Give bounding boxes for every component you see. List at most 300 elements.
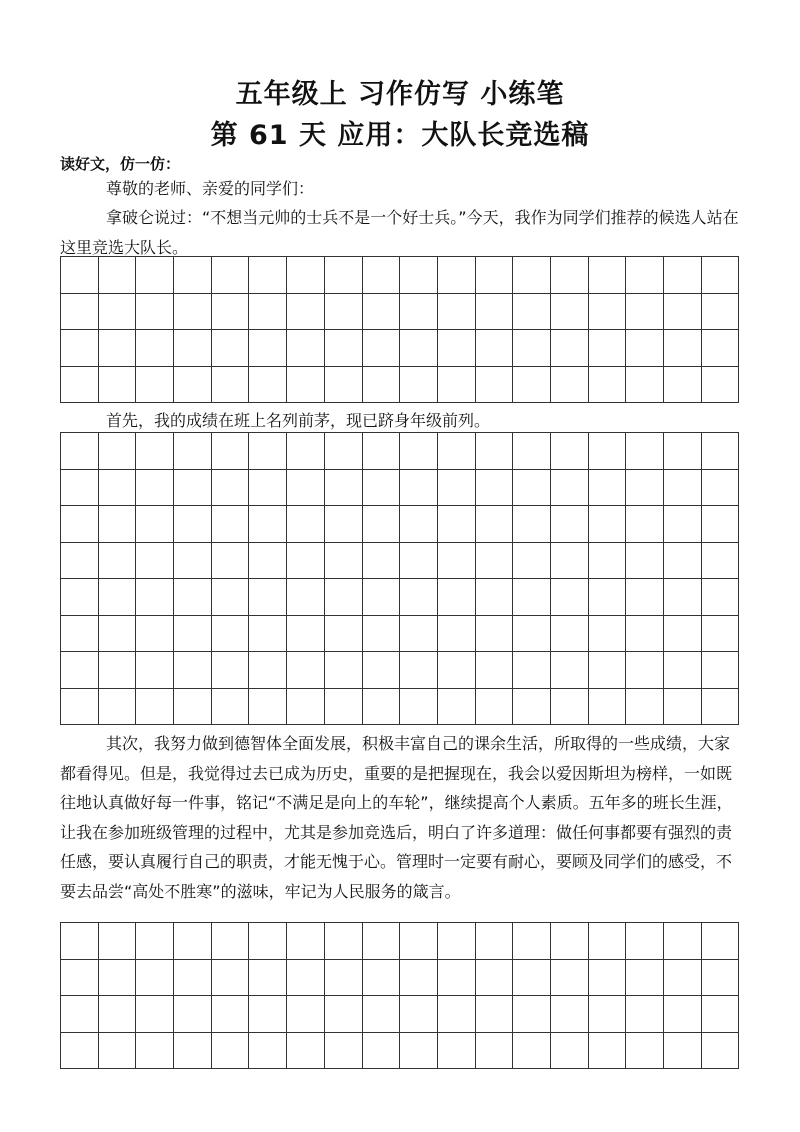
grid-cell[interactable] xyxy=(437,996,475,1033)
grid-cell[interactable] xyxy=(437,330,475,367)
grid-cell[interactable] xyxy=(400,959,438,996)
grid-cell[interactable] xyxy=(211,959,249,996)
grid-cell[interactable] xyxy=(626,366,664,403)
grid-cell[interactable] xyxy=(400,506,438,543)
grid-cell[interactable] xyxy=(475,959,513,996)
grid-cell[interactable] xyxy=(626,330,664,367)
grid-cell[interactable] xyxy=(400,923,438,960)
grid-cell[interactable] xyxy=(362,433,400,470)
grid-cell[interactable] xyxy=(550,257,588,294)
grid-cell[interactable] xyxy=(174,959,212,996)
grid-cell[interactable] xyxy=(513,366,551,403)
grid-cell[interactable] xyxy=(249,688,287,725)
grid-cell[interactable] xyxy=(513,542,551,579)
grid-cell[interactable] xyxy=(588,433,626,470)
grid-cell[interactable] xyxy=(61,469,99,506)
grid-cell[interactable] xyxy=(211,257,249,294)
grid-row xyxy=(61,959,739,996)
grid-cell[interactable] xyxy=(701,542,739,579)
grid-cell[interactable] xyxy=(287,366,325,403)
grid-cell[interactable] xyxy=(701,469,739,506)
grid-cell[interactable] xyxy=(61,433,99,470)
grid-cell[interactable] xyxy=(362,542,400,579)
grid-cell[interactable] xyxy=(664,652,702,689)
grid-cell[interactable] xyxy=(211,330,249,367)
grid-cell[interactable] xyxy=(513,469,551,506)
grid-cell[interactable] xyxy=(513,688,551,725)
grid-cell[interactable] xyxy=(211,433,249,470)
grid-cell[interactable] xyxy=(324,996,362,1033)
grid-cell[interactable] xyxy=(437,579,475,616)
grid-row xyxy=(61,330,739,367)
grid-cell[interactable] xyxy=(475,469,513,506)
grid-cell[interactable] xyxy=(324,615,362,652)
grid-cell[interactable] xyxy=(664,959,702,996)
grid-cell[interactable] xyxy=(287,433,325,470)
grid-cell[interactable] xyxy=(136,652,174,689)
grid-cell[interactable] xyxy=(249,433,287,470)
grid-row xyxy=(61,688,739,725)
grid-cell[interactable] xyxy=(61,330,99,367)
grid-cell[interactable] xyxy=(61,615,99,652)
grid-cell[interactable] xyxy=(437,652,475,689)
grid-cell[interactable] xyxy=(626,506,664,543)
grid-cell[interactable] xyxy=(664,996,702,1033)
grid-cell[interactable] xyxy=(362,996,400,1033)
grid-cell[interactable] xyxy=(475,366,513,403)
grid-cell[interactable] xyxy=(249,293,287,330)
grid-cell[interactable] xyxy=(287,959,325,996)
grid-cell[interactable] xyxy=(324,959,362,996)
grid-cell[interactable] xyxy=(136,506,174,543)
grid-cell[interactable] xyxy=(475,330,513,367)
grid-cell[interactable] xyxy=(400,293,438,330)
grid-cell[interactable] xyxy=(550,615,588,652)
grid-cell[interactable] xyxy=(287,996,325,1033)
grid-cell[interactable] xyxy=(249,652,287,689)
grid-cell[interactable] xyxy=(211,506,249,543)
grid-cell[interactable] xyxy=(287,615,325,652)
grid-cell[interactable] xyxy=(475,506,513,543)
grid-cell[interactable] xyxy=(324,257,362,294)
grid-cell[interactable] xyxy=(664,923,702,960)
grid-cell[interactable] xyxy=(588,652,626,689)
grid-cell[interactable] xyxy=(211,366,249,403)
grid-cell[interactable] xyxy=(362,579,400,616)
grid-cell[interactable] xyxy=(249,1032,287,1069)
grid-row xyxy=(61,579,739,616)
grid-cell[interactable] xyxy=(98,366,136,403)
grid-cell[interactable] xyxy=(626,615,664,652)
writing-grid-1[interactable] xyxy=(60,256,739,403)
grid-cell[interactable] xyxy=(98,615,136,652)
grid-cell[interactable] xyxy=(437,959,475,996)
grid-cell[interactable] xyxy=(400,469,438,506)
grid-cell[interactable] xyxy=(588,469,626,506)
grid-cell[interactable] xyxy=(701,652,739,689)
grid-cell[interactable] xyxy=(249,257,287,294)
grid-cell[interactable] xyxy=(664,433,702,470)
grid-cell[interactable] xyxy=(98,652,136,689)
grid-cell[interactable] xyxy=(249,366,287,403)
grid-cell[interactable] xyxy=(287,652,325,689)
grid-cell[interactable] xyxy=(475,579,513,616)
grid-cell[interactable] xyxy=(136,688,174,725)
grid-cell[interactable] xyxy=(287,688,325,725)
grid-cell[interactable] xyxy=(550,506,588,543)
grid-cell[interactable] xyxy=(98,996,136,1033)
grid-cell[interactable] xyxy=(61,293,99,330)
grid-cell[interactable] xyxy=(588,366,626,403)
grid-cell[interactable] xyxy=(701,293,739,330)
grid-cell[interactable] xyxy=(626,293,664,330)
grid-cell[interactable] xyxy=(136,579,174,616)
grid-cell[interactable] xyxy=(664,579,702,616)
grid-cell[interactable] xyxy=(98,1032,136,1069)
grid-cell[interactable] xyxy=(211,996,249,1033)
grid-cell[interactable] xyxy=(664,615,702,652)
grid-cell[interactable] xyxy=(287,579,325,616)
grid-row xyxy=(61,996,739,1033)
grid-cell[interactable] xyxy=(362,366,400,403)
grid-cell[interactable] xyxy=(136,366,174,403)
grid-cell[interactable] xyxy=(513,433,551,470)
grid-cell[interactable] xyxy=(626,1032,664,1069)
grid-cell[interactable] xyxy=(174,257,212,294)
grid-cell[interactable] xyxy=(550,433,588,470)
grid-cell[interactable] xyxy=(136,469,174,506)
grid-cell[interactable] xyxy=(98,688,136,725)
grid-cell[interactable] xyxy=(550,1032,588,1069)
grid-cell[interactable] xyxy=(287,257,325,294)
grid-cell[interactable] xyxy=(664,506,702,543)
grid-cell[interactable] xyxy=(701,996,739,1033)
grid-cell[interactable] xyxy=(324,688,362,725)
grid-cell[interactable] xyxy=(136,542,174,579)
grid-cell[interactable] xyxy=(136,330,174,367)
grid-cell[interactable] xyxy=(475,996,513,1033)
grid-cell[interactable] xyxy=(400,996,438,1033)
grid-cell[interactable] xyxy=(98,579,136,616)
grid-cell[interactable] xyxy=(475,542,513,579)
grid-cell[interactable] xyxy=(626,688,664,725)
grid-cell[interactable] xyxy=(550,542,588,579)
grid-cell[interactable] xyxy=(701,959,739,996)
grid-cell[interactable] xyxy=(626,469,664,506)
grid-cell[interactable] xyxy=(362,652,400,689)
grid-cell[interactable] xyxy=(174,433,212,470)
grid-cell[interactable] xyxy=(475,293,513,330)
grid-cell[interactable] xyxy=(324,579,362,616)
grid-cell[interactable] xyxy=(136,996,174,1033)
grid-cell[interactable] xyxy=(664,366,702,403)
grid-cell[interactable] xyxy=(475,652,513,689)
grid-cell[interactable] xyxy=(98,330,136,367)
grid-cell[interactable] xyxy=(249,615,287,652)
grid-cell[interactable] xyxy=(513,293,551,330)
grid-cell[interactable] xyxy=(588,579,626,616)
grid-cell[interactable] xyxy=(664,688,702,725)
grid-cell[interactable] xyxy=(174,366,212,403)
grid-cell[interactable] xyxy=(701,330,739,367)
grid-cell[interactable] xyxy=(324,330,362,367)
grid-cell[interactable] xyxy=(437,469,475,506)
paragraph-3: 其次，我努力做到德智体全面发展，积极丰富自己的课余生活，所取得的一些成绩，大家都看得见。但是，我觉得过去已成为历史，重要的是把握现在，我会以爱因斯坦为榜样，一如既往地认真做好每一件事，铭记“不满足是向上的车轮”，继续提高个人素质。五年多的班长生涯，让我在参加班级管理的过程中，尤其是参加竞选后，明白了许多道理：做任何事都要有强烈的责任感，要认真履行自己的职责，才能无愧于心。管理时一定要有耐心，要顾及同学们的感受，不要去品尝“高处不胜寒”的滋味，牢记为人民服务的箴言。 xyxy=(60,734,733,901)
grid-cell[interactable] xyxy=(588,1032,626,1069)
grid-cell[interactable] xyxy=(626,959,664,996)
grid-cell[interactable] xyxy=(550,652,588,689)
grid-cell[interactable] xyxy=(136,293,174,330)
grid-cell[interactable] xyxy=(362,293,400,330)
grid-cell[interactable] xyxy=(626,996,664,1033)
grid-cell[interactable] xyxy=(324,1032,362,1069)
grid-cell[interactable] xyxy=(626,257,664,294)
grid-cell[interactable] xyxy=(61,959,99,996)
grid-cell[interactable] xyxy=(211,579,249,616)
grid-cell[interactable] xyxy=(324,366,362,403)
grid-cell[interactable] xyxy=(588,542,626,579)
grid-cell[interactable] xyxy=(664,257,702,294)
grid-cell[interactable] xyxy=(513,959,551,996)
grid-cell[interactable] xyxy=(437,615,475,652)
grid-cell[interactable] xyxy=(249,330,287,367)
grid-cell[interactable] xyxy=(362,688,400,725)
grid-cell[interactable] xyxy=(136,257,174,294)
grid-cell[interactable] xyxy=(588,615,626,652)
grid-cell[interactable] xyxy=(400,366,438,403)
grid-cell[interactable] xyxy=(98,923,136,960)
grid-cell[interactable] xyxy=(61,996,99,1033)
grid-cell[interactable] xyxy=(550,293,588,330)
grid-cell[interactable] xyxy=(513,1032,551,1069)
grid-cell[interactable] xyxy=(701,579,739,616)
grid-cell[interactable] xyxy=(249,959,287,996)
grid-cell[interactable] xyxy=(400,257,438,294)
grid-cell[interactable] xyxy=(174,506,212,543)
grid-cell[interactable] xyxy=(362,506,400,543)
grid-cell[interactable] xyxy=(588,996,626,1033)
grid-cell[interactable] xyxy=(324,293,362,330)
grid-cell[interactable] xyxy=(174,923,212,960)
grid-cell[interactable] xyxy=(513,330,551,367)
grid-cell[interactable] xyxy=(61,542,99,579)
grid-cell[interactable] xyxy=(287,923,325,960)
grid-cell[interactable] xyxy=(174,293,212,330)
grid-cell[interactable] xyxy=(550,996,588,1033)
grid-cell[interactable] xyxy=(664,1032,702,1069)
grid-cell[interactable] xyxy=(475,433,513,470)
grid-cell[interactable] xyxy=(98,293,136,330)
grid-cell[interactable] xyxy=(400,542,438,579)
grid-cell[interactable] xyxy=(61,579,99,616)
grid-cell[interactable] xyxy=(211,293,249,330)
grid-cell[interactable] xyxy=(400,1032,438,1069)
grid-cell[interactable] xyxy=(362,469,400,506)
grid-cell[interactable] xyxy=(249,579,287,616)
grid-cell[interactable] xyxy=(211,469,249,506)
grid-cell[interactable] xyxy=(324,652,362,689)
grid-cell[interactable] xyxy=(701,923,739,960)
grid-cell[interactable] xyxy=(626,433,664,470)
grid-cell[interactable] xyxy=(400,652,438,689)
grid-cell[interactable] xyxy=(98,469,136,506)
grid-cell[interactable] xyxy=(174,542,212,579)
grid-cell[interactable] xyxy=(362,257,400,294)
grid-cell[interactable] xyxy=(701,366,739,403)
grid-cell[interactable] xyxy=(98,506,136,543)
grid-cell[interactable] xyxy=(588,688,626,725)
grid-cell[interactable] xyxy=(550,923,588,960)
grid-cell[interactable] xyxy=(324,506,362,543)
grid-cell[interactable] xyxy=(174,688,212,725)
grid-cell[interactable] xyxy=(98,433,136,470)
grid-cell[interactable] xyxy=(136,1032,174,1069)
grid-cell[interactable] xyxy=(664,293,702,330)
writing-grid-2[interactable] xyxy=(60,432,739,725)
grid-cell[interactable] xyxy=(362,330,400,367)
grid-cell[interactable] xyxy=(287,1032,325,1069)
grid-cell[interactable] xyxy=(513,923,551,960)
grid-cell[interactable] xyxy=(437,688,475,725)
grid-cell[interactable] xyxy=(437,257,475,294)
grid-row xyxy=(61,652,739,689)
grid-cell[interactable] xyxy=(362,615,400,652)
grid-cell[interactable] xyxy=(475,923,513,960)
grid-cell[interactable] xyxy=(211,688,249,725)
grid-cell[interactable] xyxy=(588,257,626,294)
grid-cell[interactable] xyxy=(437,923,475,960)
grid-cell[interactable] xyxy=(588,293,626,330)
grid-cell[interactable] xyxy=(437,506,475,543)
grid-cell[interactable] xyxy=(324,469,362,506)
grid-cell[interactable] xyxy=(324,923,362,960)
grid-cell[interactable] xyxy=(324,542,362,579)
grid-cell[interactable] xyxy=(136,433,174,470)
section-label: 读好文，仿一仿： xyxy=(60,155,181,173)
paragraph-2: 首先，我的成绩在班上名列前茅，现已跻身年级前列。 xyxy=(106,411,491,430)
grid-cell[interactable] xyxy=(475,688,513,725)
grid-cell[interactable] xyxy=(174,330,212,367)
grid-cell[interactable] xyxy=(400,688,438,725)
grid-cell[interactable] xyxy=(249,506,287,543)
grid-cell[interactable] xyxy=(475,615,513,652)
grid-cell[interactable] xyxy=(513,506,551,543)
grid-cell[interactable] xyxy=(400,615,438,652)
grid-cell[interactable] xyxy=(287,330,325,367)
grid-cell[interactable] xyxy=(475,257,513,294)
grid-cell[interactable] xyxy=(362,959,400,996)
grid-cell[interactable] xyxy=(437,293,475,330)
grid-cell[interactable] xyxy=(400,433,438,470)
grid-cell[interactable] xyxy=(98,542,136,579)
grid-cell[interactable] xyxy=(701,615,739,652)
grid-cell[interactable] xyxy=(61,1032,99,1069)
grid-cell[interactable] xyxy=(174,996,212,1033)
grid-cell[interactable] xyxy=(400,330,438,367)
grid-cell[interactable] xyxy=(626,579,664,616)
grid-cell[interactable] xyxy=(664,469,702,506)
grid-cell[interactable] xyxy=(701,688,739,725)
grid-cell[interactable] xyxy=(287,506,325,543)
grid-cell[interactable] xyxy=(211,923,249,960)
grid-cell[interactable] xyxy=(550,366,588,403)
grid-cell[interactable] xyxy=(136,959,174,996)
grid-cell[interactable] xyxy=(626,923,664,960)
grid-cell[interactable] xyxy=(211,652,249,689)
grid-cell[interactable] xyxy=(249,542,287,579)
grid-cell[interactable] xyxy=(249,923,287,960)
grid-cell[interactable] xyxy=(626,652,664,689)
grid-cell[interactable] xyxy=(437,542,475,579)
grid-cell[interactable] xyxy=(550,469,588,506)
grid-cell[interactable] xyxy=(136,615,174,652)
grid-cell[interactable] xyxy=(61,257,99,294)
grid-cell[interactable] xyxy=(211,1032,249,1069)
grid-cell[interactable] xyxy=(287,469,325,506)
grid-cell[interactable] xyxy=(550,579,588,616)
grid-cell[interactable] xyxy=(513,257,551,294)
grid-cell[interactable] xyxy=(701,257,739,294)
grid-cell[interactable] xyxy=(98,257,136,294)
grid-cell[interactable] xyxy=(550,959,588,996)
grid-cell[interactable] xyxy=(701,506,739,543)
grid-cell[interactable] xyxy=(287,542,325,579)
grid-cell[interactable] xyxy=(550,330,588,367)
grid-cell[interactable] xyxy=(174,579,212,616)
grid-cell[interactable] xyxy=(588,959,626,996)
grid-cell[interactable] xyxy=(61,923,99,960)
grid-cell[interactable] xyxy=(664,330,702,367)
grid-cell[interactable] xyxy=(136,923,174,960)
grid-cell[interactable] xyxy=(174,615,212,652)
grid-cell[interactable] xyxy=(61,652,99,689)
grid-cell[interactable] xyxy=(513,615,551,652)
grid-cell[interactable] xyxy=(211,615,249,652)
grid-cell[interactable] xyxy=(211,542,249,579)
grid-cell[interactable] xyxy=(362,1032,400,1069)
grid-cell[interactable] xyxy=(588,506,626,543)
grid-cell[interactable] xyxy=(400,579,438,616)
grid-cell[interactable] xyxy=(664,542,702,579)
grid-cell[interactable] xyxy=(513,996,551,1033)
grid-cell[interactable] xyxy=(550,688,588,725)
grid-cell[interactable] xyxy=(437,366,475,403)
grid-cell[interactable] xyxy=(174,652,212,689)
grid-cell[interactable] xyxy=(61,366,99,403)
grid-cell[interactable] xyxy=(701,1032,739,1069)
grid-cell[interactable] xyxy=(588,923,626,960)
grid-cell[interactable] xyxy=(249,996,287,1033)
grid-cell[interactable] xyxy=(437,433,475,470)
grid-cell[interactable] xyxy=(174,1032,212,1069)
grid-cell[interactable] xyxy=(437,1032,475,1069)
grid-cell[interactable] xyxy=(98,959,136,996)
grid-cell[interactable] xyxy=(61,688,99,725)
grid-cell[interactable] xyxy=(61,506,99,543)
writing-grid-3[interactable] xyxy=(60,922,739,1069)
grid-cell[interactable] xyxy=(626,542,664,579)
grid-cell[interactable] xyxy=(513,579,551,616)
grid-cell[interactable] xyxy=(287,293,325,330)
grid-cell[interactable] xyxy=(588,330,626,367)
grid-cell[interactable] xyxy=(324,433,362,470)
grid-cell[interactable] xyxy=(701,433,739,470)
grid-cell[interactable] xyxy=(249,469,287,506)
grid-cell[interactable] xyxy=(174,469,212,506)
grid-cell[interactable] xyxy=(362,923,400,960)
grid-cell[interactable] xyxy=(513,652,551,689)
grid-cell[interactable] xyxy=(475,1032,513,1069)
